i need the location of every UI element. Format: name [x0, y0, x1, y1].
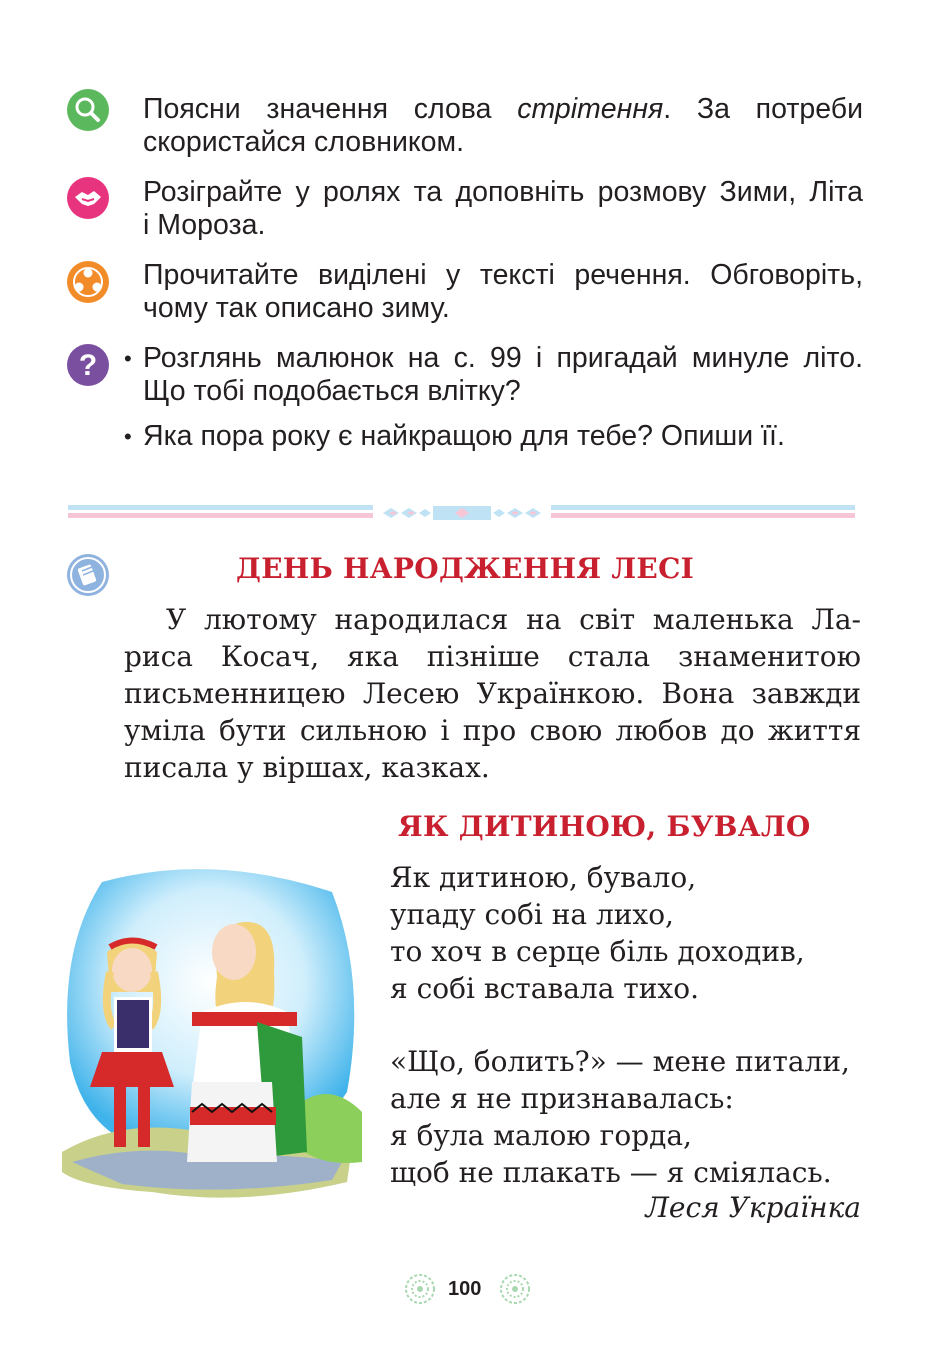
task-explain-word: [143, 93, 863, 159]
mother-daughter-illustration: [62, 862, 362, 1207]
task-question-season: [143, 420, 863, 453]
poem-line: то хоч в серце біль доходив,: [390, 935, 805, 968]
page-number: 100: [448, 1278, 482, 1300]
section-divider-right: [551, 505, 855, 521]
poem-line: я собі вставала тихо.: [390, 972, 699, 1005]
svg-text:?: ?: [78, 349, 98, 382]
page-ornament-left: [401, 1270, 439, 1308]
group-discussion-icon: [67, 261, 109, 303]
question-icon: [67, 344, 109, 386]
poem-title: ЯК ДИТИНОЮ, БУВАЛО: [398, 810, 811, 843]
magnifier-icon: [67, 89, 109, 131]
section-paragraph: [124, 601, 861, 786]
task-question-summer: [143, 342, 863, 408]
task-line: Розглянь малюнок на с. 99 і пригадай минуле літо.: [143, 342, 863, 374]
bullet: •: [124, 346, 132, 371]
poem-stanza-1: [390, 859, 805, 1007]
task-line: Що тобі подобається влітку?: [143, 375, 521, 407]
task-line: і Мороза.: [143, 209, 266, 241]
paragraph-line: риса Косач, яка пізніше стала знаменитою: [124, 640, 861, 673]
notebook-icon: [67, 554, 109, 596]
highlighted-word: стрітення: [517, 93, 664, 125]
section-divider-left: [68, 505, 373, 521]
task-role-play: [143, 176, 863, 242]
paragraph-line: писала у віршах, казках.: [124, 751, 490, 784]
handshake-icon: [67, 177, 109, 219]
task-line: Розіграйте у ролях та доповніть розмову Зими, Літа: [143, 176, 863, 208]
task-line: Поясни значення слова стрітення. За потреби: [143, 93, 864, 125]
bullet: •: [124, 424, 132, 449]
poem-line: Як дитиною, бувало,: [390, 861, 697, 894]
task-line: скористайся словником.: [143, 126, 465, 158]
section-title: ДЕНЬ НАРОДЖЕННЯ ЛЕСІ: [236, 552, 695, 585]
poem-author: Леся Українка: [645, 1191, 861, 1224]
section-divider-ornament: [383, 505, 541, 521]
task-line: Яка пора року є найкращою для тебе? Опиши її.: [143, 420, 785, 452]
paragraph-line: У лютому народилася на світ маленька Ла-: [166, 603, 861, 636]
poem-stanza-2: [390, 1043, 850, 1191]
paragraph-line: уміла бути сильною і про свою любов до життя: [124, 714, 861, 747]
poem-line: «Що, болить?» — мене питали,: [390, 1045, 850, 1078]
task-discuss-sentences: [143, 259, 863, 325]
page-ornament-right: [496, 1270, 534, 1308]
task-line: чому так описано зиму.: [143, 292, 450, 324]
task-line: Прочитайте виділені у тексті речення. Обговоріть,: [143, 259, 863, 291]
poem-line: я була малою горда,: [390, 1119, 692, 1152]
paragraph-line: письменницею Лесею Українкою. Вона завжди: [124, 677, 861, 710]
poem-line: але я не признавалась:: [390, 1082, 734, 1115]
poem-line: упаду собі на лихо,: [390, 898, 674, 931]
poem-line: щоб не плакать — я сміялась.: [390, 1156, 832, 1189]
